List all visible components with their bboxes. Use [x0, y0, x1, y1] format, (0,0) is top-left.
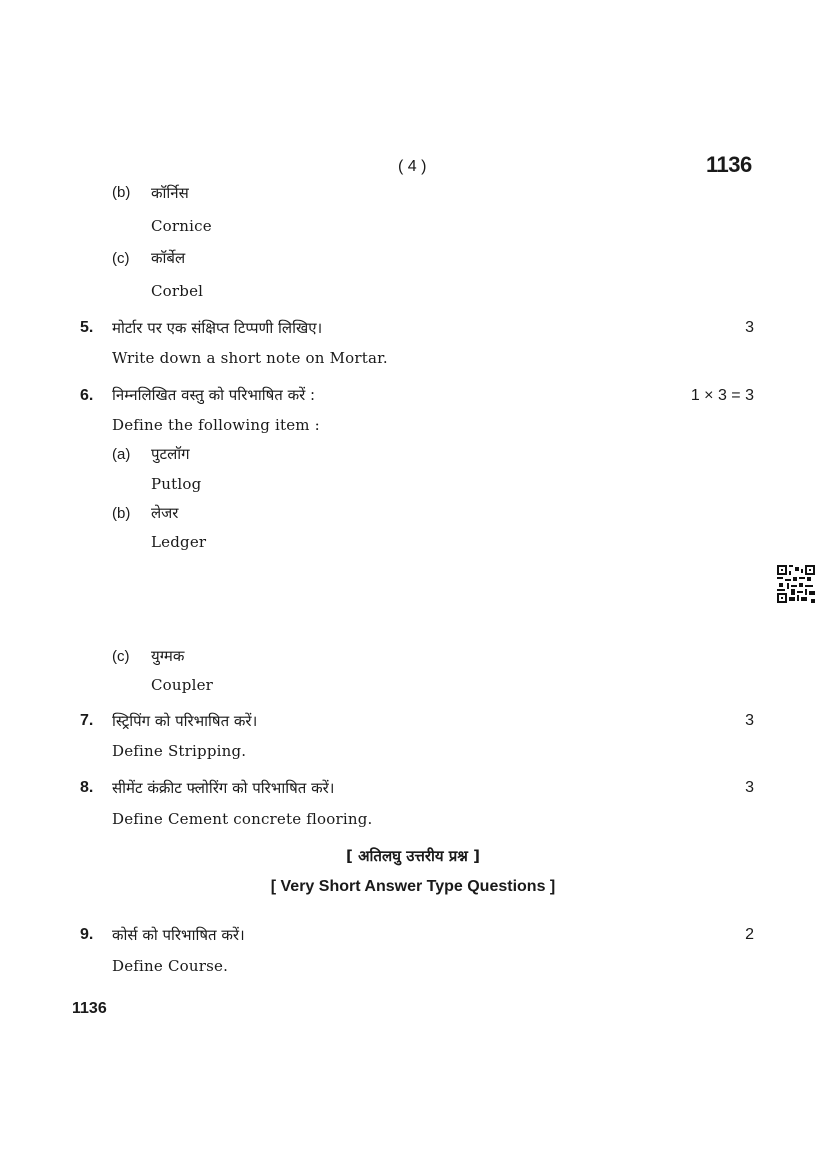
- q6-part-label-b: (b): [112, 505, 131, 522]
- item-label-c: (c): [112, 250, 130, 267]
- q6-part-english-c: Coupler: [151, 676, 214, 694]
- question-9-marks: 2: [745, 926, 754, 943]
- question-7-marks: 3: [745, 712, 754, 729]
- question-9-english: Define Course.: [112, 957, 229, 975]
- question-number-6: 6.: [80, 387, 94, 404]
- item-label-b: (b): [112, 184, 131, 201]
- q6-part-label-a: (a): [112, 446, 131, 463]
- question-5-hindi: मोर्टार पर एक संक्षिप्त टिप्पणी लिखिए।: [112, 319, 323, 337]
- q6-part-english-b: Ledger: [151, 533, 207, 551]
- question-8-marks: 3: [745, 779, 754, 796]
- question-number-5: 5.: [80, 319, 94, 336]
- question-6-marks: 1 × 3 = 3: [690, 387, 754, 404]
- paper-code-header: 1136: [706, 152, 752, 177]
- question-6-hindi: निम्नलिखित वस्तु को परिभाषित करें :: [112, 386, 316, 404]
- item-english-c: Corbel: [151, 282, 204, 300]
- page-number: ( 4 ): [398, 158, 427, 175]
- question-8-english: Define Cement concrete flooring.: [112, 810, 373, 828]
- question-5-marks: 3: [745, 319, 754, 336]
- section-heading-english: [ Very Short Answer Type Questions ]: [270, 878, 556, 895]
- question-number-7: 7.: [80, 712, 94, 729]
- item-hindi-c: कॉर्बेल: [151, 249, 186, 267]
- question-5-english: Write down a short note on Mortar.: [112, 349, 388, 367]
- question-7-english: Define Stripping.: [112, 742, 247, 760]
- paper-code-footer: 1136: [72, 1000, 107, 1017]
- question-number-9: 9.: [80, 926, 94, 943]
- question-8-hindi: सीमेंट कंक्रीट फ्लोरिंग को परिभाषित करें।: [112, 779, 335, 797]
- question-6-english: Define the following item :: [112, 416, 320, 434]
- item-hindi-b: कॉर्निस: [151, 184, 189, 202]
- q6-part-english-a: Putlog: [151, 475, 202, 493]
- q6-part-label-c: (c): [112, 648, 130, 665]
- question-number-8: 8.: [80, 779, 94, 796]
- q6-part-hindi-c: युग्मक: [151, 647, 185, 665]
- section-heading-hindi: [ अतिलघु उत्तरीय प्रश्न ]: [346, 847, 480, 865]
- item-english-b: Cornice: [151, 217, 212, 235]
- question-7-hindi: स्ट्रिपिंग को परिभाषित करें।: [112, 712, 258, 730]
- question-9-hindi: कोर्स को परिभाषित करें।: [112, 926, 245, 944]
- qr-code-icon: [777, 565, 815, 603]
- q6-part-hindi-b: लेजर: [151, 504, 179, 522]
- q6-part-hindi-a: पुटलॉग: [151, 445, 190, 463]
